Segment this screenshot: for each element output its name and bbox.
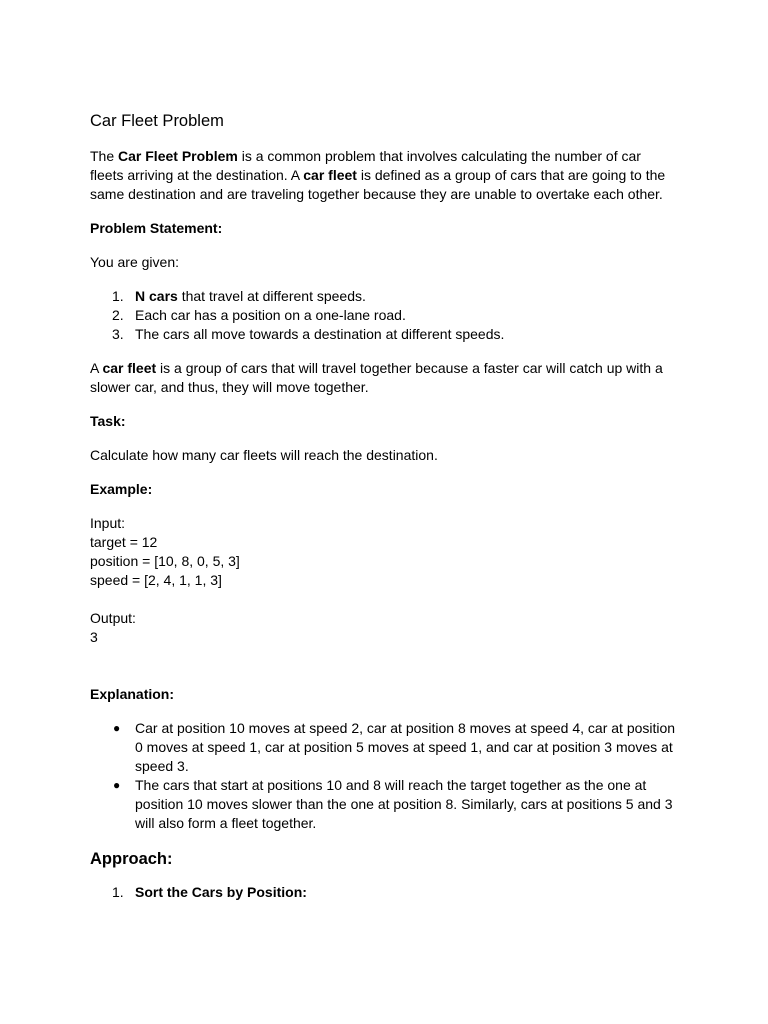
given-list [90, 287, 678, 344]
fleet-text: is a group of cars that will travel together because a faster car will catch up with a slower car, and thus, they will move together. [90, 360, 663, 395]
bullet-text: Car at position 10 moves at speed 2, car at position 8 moves at speed 4, car at position 0 moves at speed 1, car at position 5 moves at speed 1, and car at position 3 moves at speed 3. [135, 720, 676, 774]
example-output [90, 609, 678, 647]
fleet-definition [90, 359, 678, 397]
list-number: 1. [112, 884, 124, 900]
approach-list [90, 883, 678, 902]
given-text: You are given: [90, 254, 179, 270]
target-line: target = 12 [90, 534, 158, 550]
explanation-list [90, 719, 678, 833]
list-number: 1. [112, 288, 124, 304]
input-label: Input: [90, 515, 126, 531]
intro-bold-term: Car Fleet Problem [118, 148, 238, 164]
output-value: 3 [90, 629, 98, 645]
list-number: 2. [112, 307, 124, 323]
list-item-bold: N cars [135, 288, 178, 304]
list-item [90, 776, 678, 833]
problem-statement-heading: Problem Statement: [90, 220, 223, 236]
list-item [90, 883, 678, 902]
document-title: Car Fleet Problem [90, 112, 224, 130]
list-item-text: Each car has a position on a one-lane road. [135, 307, 406, 323]
bullet-text: The cars that start at positions 10 and 8 will reach the target together as the one at position 10 moves slower than the one at position 8. Similarly, cars at positions 5 and 3 will also form a fleet together. [135, 777, 673, 831]
bullet-icon: ● [113, 778, 121, 792]
task-heading: Task: [90, 413, 126, 429]
intro-text: The [90, 148, 119, 164]
intro-text: is a common problem that involves calculating the number of car fleets arriving at the destination. A [90, 148, 641, 183]
list-item [90, 325, 678, 344]
bullet-icon: ● [113, 721, 121, 735]
fleet-bold-term: car fleet [102, 360, 157, 376]
list-item [90, 306, 678, 325]
list-item [90, 287, 678, 306]
speed-line: speed = [2, 4, 1, 1, 3] [90, 572, 222, 588]
position-line: position = [10, 8, 0, 5, 3] [90, 553, 240, 569]
list-item-text: The cars all move towards a destination at different speeds. [135, 326, 505, 342]
list-item [90, 719, 678, 776]
approach-heading: Approach: [90, 850, 173, 868]
task-text: Calculate how many car fleets will reach the destination. [90, 447, 438, 463]
list-number: 3. [112, 326, 124, 342]
example-input [90, 514, 678, 590]
output-label: Output: [90, 610, 136, 626]
intro-paragraph [90, 147, 678, 204]
spacer [90, 666, 678, 685]
list-item-text: that travel at different speeds. [177, 288, 366, 304]
intro-text: is defined as a group of cars that are going to the same destination and are traveling together because they are unable to overtake each other. [90, 167, 666, 202]
list-item-bold: Sort the Cars by Position: [135, 884, 307, 900]
explanation-heading: Explanation: [90, 686, 175, 702]
fleet-text: A [90, 360, 103, 376]
intro-bold-term: car fleet [303, 167, 357, 183]
example-heading: Example: [90, 481, 153, 497]
